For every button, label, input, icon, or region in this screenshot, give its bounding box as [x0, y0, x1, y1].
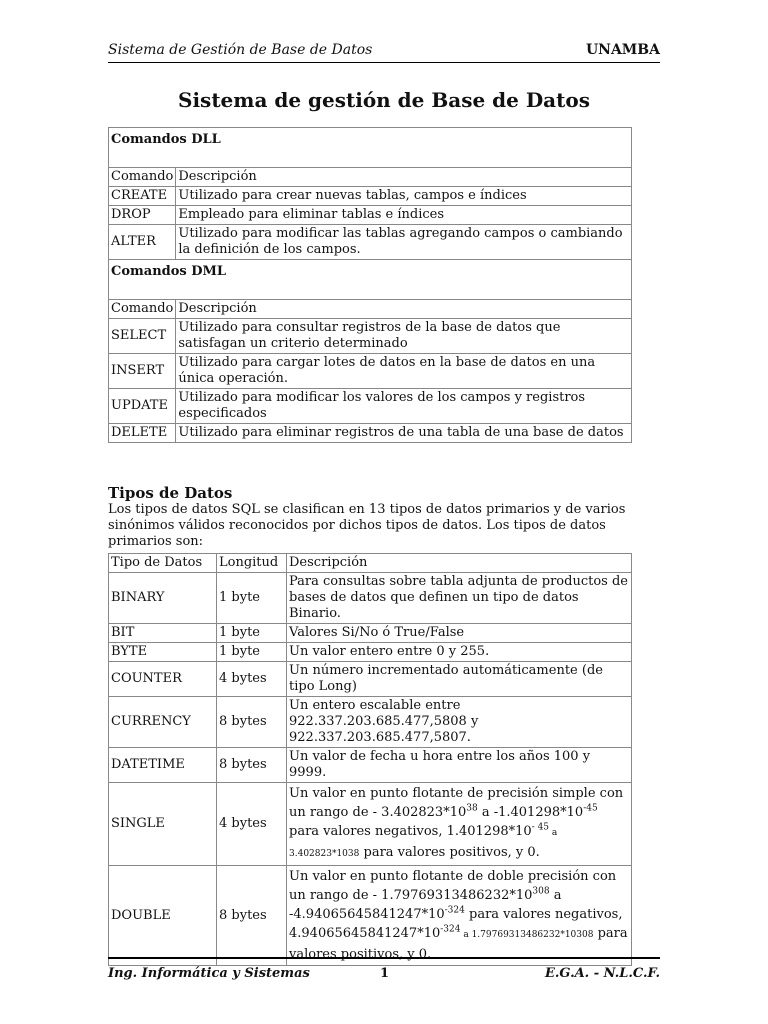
description-cell: Valores Si/No ó True/False	[287, 624, 632, 643]
double-text-2: a -4.94065645841247*10	[289, 888, 562, 922]
double-exp-1: 308	[532, 886, 550, 897]
length-cell: 4 bytes	[217, 783, 287, 866]
table-row	[109, 624, 632, 643]
col-type: Tipo de Datos	[109, 554, 217, 573]
col-description: Descripción	[287, 554, 632, 573]
command-cell: DROP	[109, 206, 176, 225]
table-row	[109, 573, 632, 624]
table-row	[109, 187, 632, 206]
table-row	[109, 866, 632, 966]
types-intro: Los tipos de datos SQL se clasifican en 13 tipos de datos primarios y de varios sinónimos válidos reconocidos por dichos tipos de datos. Los tipos de datos primarios son:	[108, 502, 626, 549]
double-text-1: Un valor en punto flotante de doble precisión con un rango de - 1.79769313486232*10	[289, 869, 617, 903]
table-row	[109, 206, 632, 225]
dml-col-command: Comando	[109, 300, 176, 319]
double-range-small: a 1.79769313486232*10308	[460, 930, 594, 940]
type-cell: BYTE	[109, 643, 217, 662]
table-row	[109, 748, 632, 783]
double-text-3: para valores negativos, 4.94065645841247*10	[289, 907, 623, 941]
ddl-col-command: Comando	[109, 168, 176, 187]
type-cell: COUNTER	[109, 662, 217, 697]
dml-header-row	[109, 300, 632, 319]
single-exp-2: -45	[583, 803, 598, 814]
col-length: Longitud	[217, 554, 287, 573]
table-row	[109, 389, 632, 424]
page-number: 1	[380, 966, 390, 981]
ddl-header-row	[109, 168, 632, 187]
footer-department: Ing. Informática y Sistemas	[108, 966, 310, 981]
types-header-row	[109, 554, 632, 573]
description-cell: Un número incrementado automáticamente (de tipo Long)	[287, 662, 632, 697]
table-row	[109, 354, 632, 389]
footer-authors: E.G.A. - N.L.C.F.	[545, 966, 660, 981]
description-cell: Un valor de fecha u hora entre los años 100 y 9999.	[287, 748, 632, 783]
description-cell: Para consultas sobre tabla adjunta de productos de bases de datos que definen un tipo de datos Binario.	[287, 573, 632, 624]
description-cell: Utilizado para consultar registros de la base de datos que satisfagan un criterio determinado	[176, 319, 632, 354]
single-exp-1: 38	[466, 803, 478, 814]
type-cell: BINARY	[109, 573, 217, 624]
description-cell: Un valor entero entre 0 y 255.	[287, 643, 632, 662]
data-types-table	[108, 553, 632, 966]
page-header	[108, 40, 660, 63]
description-cell: Utilizado para cargar lotes de datos en la base de datos en una única operación.	[176, 354, 632, 389]
header-title: Sistema de Gestión de Base de Datos	[108, 42, 373, 58]
table-row	[109, 225, 632, 260]
ddl-col-description: Descripción	[176, 168, 632, 187]
length-cell: 8 bytes	[217, 748, 287, 783]
table-row	[109, 697, 632, 748]
table-row	[109, 643, 632, 662]
double-text-4: para valores positivos, y 0.	[289, 926, 628, 962]
document-title: Sistema de gestión de Base de Datos	[178, 88, 590, 112]
dml-heading: Comandos DML	[109, 260, 632, 300]
description-cell: Empleado para eliminar tablas e índices	[176, 206, 632, 225]
double-exp-2: -324	[444, 905, 465, 916]
table-row	[109, 319, 632, 354]
command-cell: DELETE	[109, 424, 176, 443]
length-cell: 8 bytes	[217, 697, 287, 748]
dml-col-description: Descripción	[176, 300, 632, 319]
type-cell: DOUBLE	[109, 866, 217, 966]
length-cell: 1 byte	[217, 624, 287, 643]
ddl-heading: Comandos DLL	[109, 128, 632, 168]
command-cell: ALTER	[109, 225, 176, 260]
description-cell: Un entero escalable entre 922.337.203.685.477,5808 y 922.337.203.685.477,5807.	[287, 697, 632, 748]
length-cell: 4 bytes	[217, 662, 287, 697]
single-text-2: a -1.401298*10	[477, 805, 584, 820]
single-text-4: para valores positivos, y 0.	[359, 845, 540, 860]
single-text-3: para valores negativos, 1.401298*10	[289, 824, 532, 839]
description-cell: Utilizado para modificar los valores de los campos y registros especificados	[176, 389, 632, 424]
type-cell: CURRENCY	[109, 697, 217, 748]
length-cell: 8 bytes	[217, 866, 287, 966]
command-cell: SELECT	[109, 319, 176, 354]
single-exp-3: - 45	[531, 822, 550, 833]
types-heading: Tipos de Datos	[108, 484, 233, 502]
dml-section-row	[109, 260, 632, 300]
ddl-section-row	[109, 128, 632, 168]
description-cell: Utilizado para modificar las tablas agregando campos o cambiando la definición de los campos.	[176, 225, 632, 260]
type-cell: DATETIME	[109, 748, 217, 783]
page-footer	[108, 957, 660, 981]
command-cell: UPDATE	[109, 389, 176, 424]
table-row	[109, 783, 632, 866]
table-row	[109, 424, 632, 443]
description-cell: Utilizado para eliminar registros de una tabla de una base de datos	[176, 424, 632, 443]
commands-table	[108, 127, 632, 443]
single-text-1: Un valor en punto flotante de precisión simple con un rango de - 3.402823*10	[289, 786, 624, 820]
single-range-small: a 3.402823*1038	[289, 828, 558, 859]
length-cell: 1 byte	[217, 573, 287, 624]
header-institution: UNAMBA	[585, 42, 660, 58]
double-exp-3: -324	[440, 924, 461, 935]
command-cell: INSERT	[109, 354, 176, 389]
description-cell	[287, 783, 632, 866]
type-cell: BIT	[109, 624, 217, 643]
type-cell: SINGLE	[109, 783, 217, 866]
table-row	[109, 662, 632, 697]
description-cell: Utilizado para crear nuevas tablas, campos e índices	[176, 187, 632, 206]
length-cell: 1 byte	[217, 643, 287, 662]
description-cell	[287, 866, 632, 966]
command-cell: CREATE	[109, 187, 176, 206]
